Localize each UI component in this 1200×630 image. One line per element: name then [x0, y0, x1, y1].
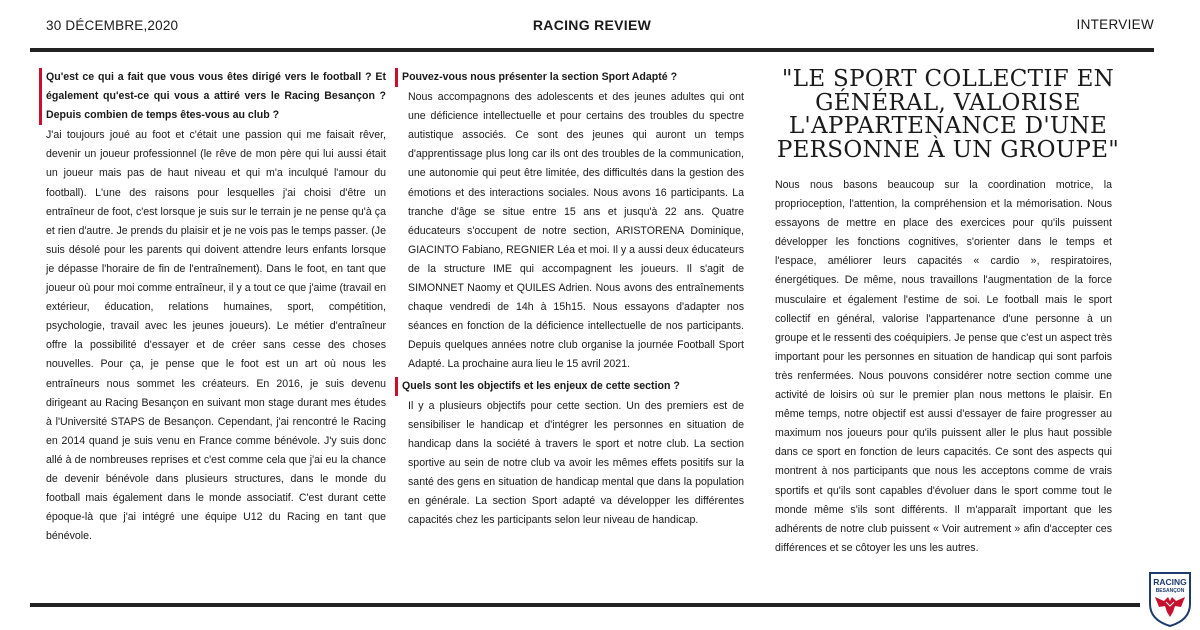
answer-objectifs: Il y a plusieurs objectifs pour cette section. Un des premiers est de sensibiliser le handicap et d'intégrer les personnes en situation de handicap dans la société à travers le sport et notre club. La section sportive au sein de notre club va avoir les mêmes effets positifs sur la santé des gens en situation de handicap mental que dans la population en générale. La section Sport adapté va développer les différentes capacités chez les participants selon leur niveau de handicap. — [408, 399, 744, 527]
question-football: Qu'est ce qui a fait que vous vous êtes dirigé vers le football ? Et également qu'est-ce qui vous a attiré vers le Racing Besançon ? Depuis combien de temps êtes-vous au club ? — [39, 68, 386, 125]
page-header — [30, 14, 1154, 38]
answer-football: J'ai toujours joué au foot et c'était une passion qui me faisait rêver, devenir un joueur professionnel (le rêve de mon père qui lui aussi était un joueur mais pas de haut niveau et qui m'a inculqué l'amour du football). L'une des raisons pour lesquelles j'ai choisi d'être un entraîneur de foot, c'est lorsque je suis sur le terrain je ne pense qu'à ça et rien d'autre. Je prends du plaisir et je ne vois pas le temps passer. (Je suis désolé pour les parents qui doivent attendre leurs enfants lorsque je dépasse l'horaire de fin de l'entraînement). Dans le foot, en tant que joueur où pour moi comme entraîneur, il y a tout ce que j'aime (travail en extérieur, éducation, relations humaines, sport, compétition, psychologie, travail avec les jeunes joueurs). Le métier d'entraîneur offre la possibilité d'essayer et de créer sans cesse des choses nouvelles. Pour ça, je pense que le foot est un art où nous les entraîneurs nous sommet les créateurs. En 2016, je suis devenu dirigeant au Racing Besançon en suivant mon stage durant mes études à l'Université STAPS de Besançon. Cependant, j'ai rencontré le Racing en 2014 quand je suis venu en France comme bénévole. J'y suis donc allé à de nombreuses reprises et c'est comme cela que j'ai eu la chance de devenir bénévole dans plusieurs structures, dans le monde du football mais également dans le monde associatif. C'est durant cette époque-là que j'ai intégré une équipe U12 du Racing en tant que bénévole. — [46, 129, 386, 543]
column-3 — [775, 175, 1112, 558]
bottom-divider — [30, 603, 1140, 607]
answer-sport-adapte: Nous accompagnons des adolescents et des jeunes adultes qui ont une déficience intellectuelle et pour certains des troubles du spectre autistique associés. Ce sont des jeunes qui auront un temps d'apprentissage plus long car ils ont des troubles de la communication, une autonomie qui peut être limitée, des difficultés dans la gestion des émotions et des interactions sociales. Nous avons 16 participants. La tranche d'âge se situe entre 15 ans et jusqu'à 22 ans. Quatre éducateurs s'occupent de notre section, ARISTORENA Dominique, GIACINTO Fabiano, REGNIER Léa et moi. Il y a aussi deux éducateurs de la structure IME qui accompagnent les joueurs. Il s'agit de SIMONNET Naomy et QUILES Adrien. Nous avons des entraînements chaque vendredi de 14h à 15h15. Nous essayons d'adapter nos séances en fonction de la déficience intellectuelle de nos participants. Depuis quelques années notre club organise la journée Football Sport Adapté. La prochaine aura lieu le 15 avril 2021. — [408, 91, 745, 371]
pull-quote: "LE SPORT COLLECTIF EN GÉNÉRAL, VALORISE L'APPARTENANCE D'UNE PERSONNE À UN GROUPE" — [776, 66, 1120, 163]
magazine-title: RACING REVIEW — [532, 17, 652, 33]
logo-text-racing: RACING — [1153, 577, 1187, 587]
section-label: INTERVIEW — [1076, 17, 1154, 32]
answer-methods: Nous nous basons beaucoup sur la coordination motrice, la proprioception, l'attention, la compréhension et la mémorisation. Nous essayons de mettre en place des exercices pour qu'ils puissent développer les fonctions cognitives, s'orienter dans le temps et l'espace, améliorer leurs capacités « cardio », respiratoires, énergétiques. De même, nous travaillons l'augmentation de la force musculaire et également l'estime de soi. Le football mais le sport collectif en général, valorise l'appartenance d'une personne à un groupe et le ressenti des coéquipiers. Je pense que c'est un aspect très important pour les personnes en situation de handicap qui sont parfois très renfermées. Nous pouvons considérer notre section comme une activité de loisirs où sur le premier plan nous mettons le plaisir. En même temps, notre objectif est aussi d'essayer de faire progresser au maximum nos joueurs pour qu'ils puissent aller le plus haut possible dans ce sport en fonction de leurs capacités. Ce sont des aspects qui montrent à nos participants que nous les acceptons comme de vrais sportifs et qu'ils sont capables d'évoluer dans le sport comme tout le monde même s'ils sont différents. Il m'apparaît important que les adhérents de notre club puissent « Voir autrement » afin d'accepter ces différences et se côtoyer les uns les autres. — [775, 179, 1112, 554]
racing-besancon-logo — [1146, 570, 1194, 628]
issue-date: 30 DÉCEMBRE,2020 — [46, 18, 179, 33]
column-2 — [402, 68, 744, 530]
top-divider — [30, 48, 1154, 52]
logo-text-besancon: BESANÇON — [1155, 588, 1185, 594]
column-1 — [46, 68, 386, 546]
question-sport-adapte: Pouvez-vous nous présenter la section Sport Adapté ? — [395, 68, 744, 87]
question-objectifs: Quels sont les objectifs et les enjeux de cette section ? — [395, 377, 744, 396]
